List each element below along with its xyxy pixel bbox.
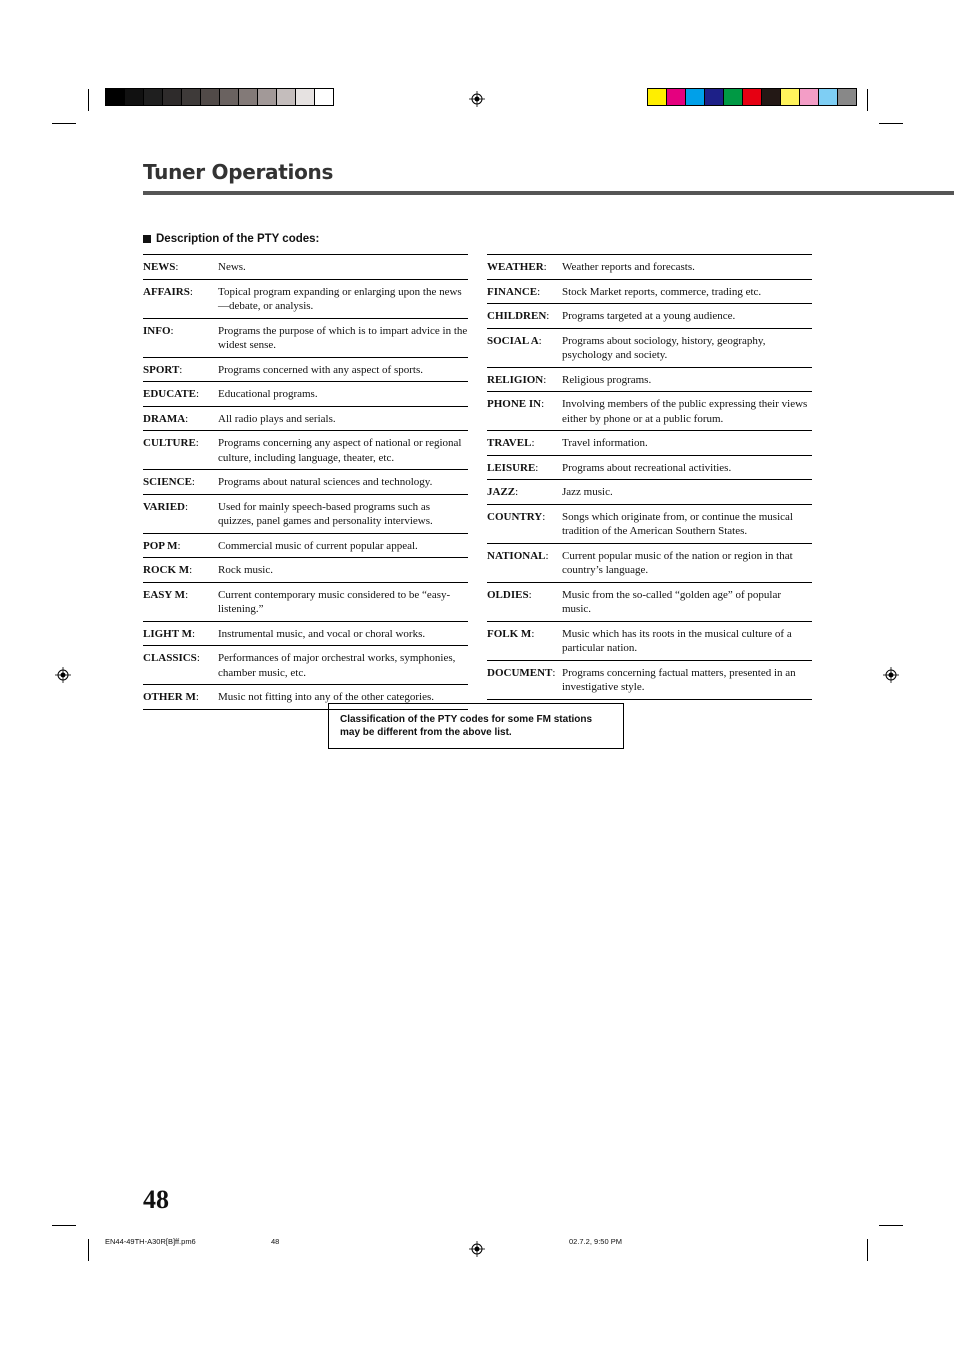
pty-code-description: Commercial music of current popular appeal.	[218, 539, 418, 552]
pty-code-description: News.	[218, 261, 246, 273]
note-line: Classification of the PTY codes for some FM stations	[340, 714, 593, 725]
color-swatch	[163, 89, 182, 105]
pty-code-description: Programs the purpose of which is to impart advice in the widest sense.	[218, 324, 468, 351]
color-swatch	[106, 89, 125, 105]
color-swatch	[724, 89, 743, 105]
pty-code-description: Jazz music.	[562, 486, 613, 498]
pty-code-label: EASY M:	[143, 588, 189, 601]
pty-code-label: AFFAIRS:	[143, 285, 193, 298]
crop-mark	[88, 1239, 89, 1261]
pty-code-label: INFO:	[143, 324, 174, 337]
pty-code-label: SPORT:	[143, 363, 183, 376]
pty-code-row	[487, 505, 812, 544]
pty-code-row	[143, 622, 468, 647]
pty-code-description: Programs concerned with any aspect of sports.	[218, 363, 423, 376]
pty-code-description: Songs which originate from, or continue the musical tradition of the American Southern States.	[562, 510, 793, 537]
gray-swatch-bar	[105, 88, 334, 106]
pty-code-label: POP M:	[143, 539, 181, 552]
pty-code-description: Travel information.	[562, 437, 648, 449]
pty-code-label: TRAVEL:	[487, 437, 535, 449]
pty-code-row	[143, 319, 468, 358]
pty-code-description: Stock Market reports, commerce, trading etc.	[562, 285, 762, 298]
pty-code-label: LEISURE:	[487, 461, 539, 474]
pty-code-row	[487, 329, 812, 368]
registration-target-icon	[469, 1241, 485, 1257]
pty-code-label: LIGHT M:	[143, 627, 196, 640]
pty-code-description: Instrumental music, and vocal or choral works.	[218, 627, 426, 640]
pty-code-row	[143, 431, 468, 470]
pty-code-description: Performances of major orchestral works, symphonies, chamber music, etc.	[218, 652, 456, 679]
section-heading	[143, 233, 319, 245]
pty-code-description: Music from the so-called “golden age” of popular music.	[562, 588, 782, 615]
note-line: may be different from the above list.	[340, 727, 512, 738]
pty-code-row	[143, 470, 468, 495]
pty-code-row	[487, 368, 812, 393]
pty-code-label: CULTURE:	[143, 437, 199, 449]
pty-code-label: RELIGION:	[487, 373, 547, 386]
pty-code-row	[143, 583, 468, 622]
crop-mark	[867, 89, 868, 111]
color-swatch	[277, 89, 296, 105]
pty-code-row	[143, 382, 468, 407]
registration-target-icon	[55, 667, 71, 683]
color-swatch	[182, 89, 201, 105]
color-swatch	[201, 89, 220, 105]
color-swatch	[648, 89, 667, 105]
color-swatch	[239, 89, 258, 105]
color-swatch	[781, 89, 800, 105]
pty-code-description: Programs concerning any aspect of national or regional culture, including language, theater, etc.	[218, 437, 462, 464]
pty-code-label: ROCK M:	[143, 564, 193, 576]
color-swatch	[125, 89, 144, 105]
pty-code-row	[487, 431, 812, 456]
color-swatch	[144, 89, 163, 105]
pty-code-description: Programs targeted at a young audience.	[562, 310, 736, 322]
pty-code-row	[487, 255, 812, 280]
registration-target-icon	[469, 91, 485, 107]
color-swatch	[667, 89, 686, 105]
pty-code-label: VARIED:	[143, 500, 189, 513]
color-swatch	[838, 89, 856, 105]
pty-code-label: COUNTRY:	[487, 510, 546, 523]
footer-page: 48	[271, 1237, 280, 1246]
pty-code-label: SOCIAL A:	[487, 334, 542, 347]
pty-code-description: Music not fitting into any of the other categories.	[218, 691, 434, 703]
pty-code-label: NEWS:	[143, 261, 179, 273]
pty-code-row	[143, 358, 468, 383]
color-swatch	[220, 89, 239, 105]
pty-code-description: Topical program expanding or enlarging upon the news—debate, or analysis.	[218, 285, 462, 312]
pty-code-label: SCIENCE:	[143, 476, 195, 488]
crop-mark	[88, 89, 89, 111]
footer-filename: EN44-49TH-A30R[B]ff.pm6	[105, 1237, 196, 1246]
color-swatch-bar	[647, 88, 857, 106]
pty-code-label: NATIONAL:	[487, 549, 549, 562]
pty-list-right	[487, 254, 812, 700]
page-title: Tuner Operations	[143, 160, 334, 184]
pty-code-label: JAZZ:	[487, 486, 519, 498]
pty-code-label: DOCUMENT:	[487, 666, 556, 679]
pty-code-description: Religious programs.	[562, 373, 652, 386]
pty-code-row	[143, 534, 468, 559]
registration-target-icon	[883, 667, 899, 683]
pty-code-row	[487, 456, 812, 481]
color-swatch	[819, 89, 838, 105]
color-swatch	[800, 89, 819, 105]
pty-code-row	[487, 544, 812, 583]
pty-code-description: Current popular music of the nation or region in that country’s language.	[562, 549, 793, 576]
pty-code-row	[143, 255, 468, 280]
pty-code-label: FINANCE:	[487, 285, 541, 298]
pty-code-row	[487, 304, 812, 329]
pty-code-row	[143, 646, 468, 685]
pty-code-label: OTHER M:	[143, 691, 199, 703]
pty-code-description: All radio plays and serials.	[218, 412, 336, 425]
title-rule	[143, 191, 954, 195]
pty-code-label: DRAMA:	[143, 412, 189, 425]
pty-code-row	[487, 480, 812, 505]
pty-code-description: Weather reports and forecasts.	[562, 261, 695, 273]
crop-mark	[867, 1239, 868, 1261]
crop-mark	[879, 1225, 903, 1226]
pty-code-description: Music which has its roots in the musical culture of a particular nation.	[562, 627, 792, 654]
pty-code-description: Rock music.	[218, 564, 273, 576]
color-swatch	[686, 89, 705, 105]
pty-code-description: Educational programs.	[218, 388, 318, 400]
pty-code-row	[143, 558, 468, 583]
classification-note	[328, 703, 624, 749]
section-heading-text: Description of the PTY codes:	[156, 233, 320, 245]
pty-code-description: Involving members of the public expressing their views either by phone or at a public forum.	[562, 398, 808, 425]
pty-code-row	[487, 392, 812, 431]
pty-code-description: Programs about sociology, history, geography, psychology and society.	[562, 334, 766, 361]
pty-code-row	[143, 407, 468, 432]
pty-code-row	[143, 495, 468, 534]
pty-code-row	[487, 661, 812, 700]
pty-code-row	[487, 583, 812, 622]
pty-list-left	[143, 254, 468, 710]
crop-mark	[52, 123, 76, 124]
color-swatch	[743, 89, 762, 105]
pty-code-description: Programs about natural sciences and technology.	[218, 476, 433, 488]
pty-code-row	[487, 280, 812, 305]
pty-code-description: Programs about recreational activities.	[562, 461, 732, 474]
pty-code-description: Used for mainly speech-based programs such as quizzes, panel games and personality interviews.	[218, 500, 433, 527]
pty-code-label: EDUCATE:	[143, 388, 200, 400]
pty-code-row	[487, 622, 812, 661]
crop-mark	[879, 123, 903, 124]
color-swatch	[315, 89, 333, 105]
square-bullet-icon	[143, 235, 151, 243]
footer-timestamp: 02.7.2, 9:50 PM	[569, 1237, 622, 1246]
pty-code-label: FOLK M:	[487, 627, 535, 640]
pty-code-row	[143, 280, 468, 319]
color-swatch	[762, 89, 781, 105]
pty-code-label: CHILDREN:	[487, 310, 550, 322]
pty-code-label: PHONE IN:	[487, 398, 545, 410]
pty-code-label: WEATHER:	[487, 261, 547, 273]
color-swatch	[258, 89, 277, 105]
page-number: 48	[143, 1185, 169, 1214]
crop-mark	[52, 1225, 76, 1226]
color-swatch	[705, 89, 724, 105]
pty-code-label: CLASSICS:	[143, 652, 200, 664]
pty-code-description: Current contemporary music considered to be “easy-listening.”	[218, 588, 451, 615]
color-swatch	[296, 89, 315, 105]
pty-code-label: OLDIES:	[487, 588, 532, 601]
pty-code-description: Programs concerning factual matters, presented in an investigative style.	[562, 666, 796, 693]
